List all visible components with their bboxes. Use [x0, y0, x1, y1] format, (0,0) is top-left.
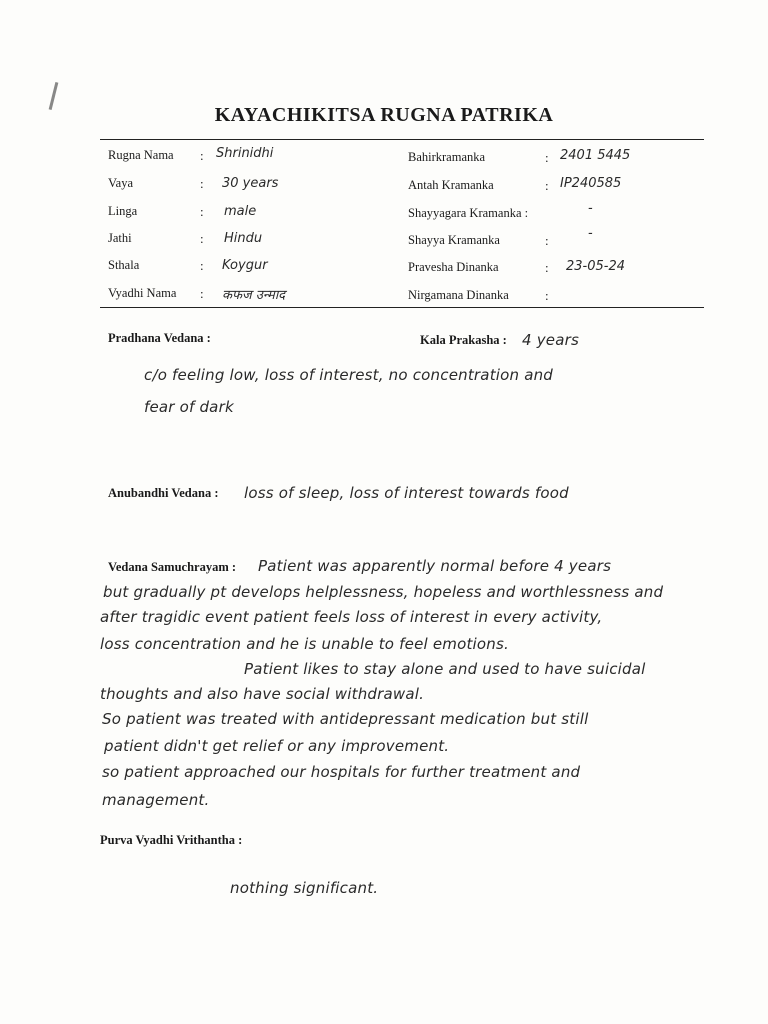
vedana-samuchrayam-line: but gradually pt develops helplessness, hopeless and worthlessness and — [103, 583, 664, 601]
field-label-antah-kramanka: Antah Kramanka — [408, 178, 494, 192]
colon: : — [200, 176, 204, 191]
field-value-shayya-kramanka: - — [588, 226, 593, 241]
vedana-samuchrayam-label: Vedana Samuchrayam : — [108, 560, 237, 574]
field-value-pravesha-dinanka: 23-05-24 — [566, 259, 626, 274]
colon: : — [200, 204, 204, 219]
colon: : — [545, 288, 549, 303]
field-label-vyadhi-nama: Vyadhi Nama — [108, 286, 177, 300]
field-label-jathi: Jathi — [108, 231, 132, 245]
field-value-bahirkramanka: 2401 5445 — [560, 148, 631, 163]
field-value-sthala: Koygur — [222, 258, 268, 273]
pradhana-vedana-label: Pradhana Vedana : — [108, 331, 211, 345]
field-value-jathi: Hindu — [224, 231, 263, 246]
kala-prakasha-value: 4 years — [522, 331, 579, 349]
field-label-shayyagara-kramanka: Shayyagara Kramanka : — [408, 206, 529, 220]
field-label-sthala: Sthala — [108, 258, 140, 272]
pradhana-vedana-line: fear of dark — [144, 398, 234, 416]
colon: : — [200, 258, 204, 273]
header-top-rule — [100, 139, 704, 140]
vedana-samuchrayam-line: after tragidic event patient feels loss of interest in every activity, — [100, 608, 603, 626]
vedana-samuchrayam-line: Patient likes to stay alone and used to have suicidal — [244, 660, 646, 678]
header-bottom-rule — [100, 307, 704, 308]
field-value-rugna-nama: Shrinidhi — [216, 146, 274, 161]
field-value-linga: male — [224, 204, 257, 219]
kala-prakasha-label: Kala Prakasha : — [420, 333, 507, 347]
vedana-samuchrayam-line: management. — [102, 791, 210, 809]
form-title: KAYACHIKITSA RUGNA PATRIKA — [214, 104, 554, 126]
anubandhi-vedana-value: loss of sleep, loss of interest towards food — [244, 484, 569, 502]
vedana-samuchrayam-line: thoughts and also have social withdrawal. — [100, 685, 425, 703]
field-label-vaya: Vaya — [108, 176, 133, 190]
field-value-shayyagara-kramanka: - — [588, 201, 593, 216]
purva-vyadhi-vrithantha-label: Purva Vyadhi Vrithantha : — [100, 833, 243, 847]
field-label-rugna-nama: Rugna Nama — [108, 148, 174, 162]
vedana-samuchrayam-line: so patient approached our hospitals for further treatment and — [102, 763, 581, 781]
vedana-samuchrayam-line: So patient was treated with antidepressant medication but still — [102, 710, 589, 728]
vedana-samuchrayam-line: loss concentration and he is unable to feel emotions. — [100, 635, 509, 653]
anubandhi-vedana-label: Anubandhi Vedana : — [108, 486, 219, 500]
colon: : — [545, 150, 549, 165]
vedana-samuchrayam-line: patient didn't get relief or any improvement. — [104, 737, 450, 755]
field-value-antah-kramanka: IP240585 — [560, 176, 622, 191]
field-value-vaya: 30 years — [222, 176, 279, 191]
colon: : — [200, 286, 204, 301]
colon: : — [545, 260, 549, 275]
vedana-samuchrayam-line: Patient was apparently normal before 4 years — [258, 557, 612, 575]
field-label-shayya-kramanka: Shayya Kramanka — [408, 233, 500, 247]
purva-vyadhi-vrithantha-value: nothing significant. — [230, 879, 379, 897]
pradhana-vedana-line: c/o feeling low, loss of interest, no concentration and — [144, 366, 554, 384]
colon: : — [545, 233, 549, 248]
colon: : — [545, 178, 549, 193]
field-value-vyadhi-nama: कफज उन्माद — [222, 288, 286, 303]
colon: : — [200, 231, 204, 246]
field-label-bahirkramanka: Bahirkramanka — [408, 150, 486, 164]
field-label-linga: Linga — [108, 204, 138, 218]
colon: : — [200, 148, 204, 163]
field-label-pravesha-dinanka: Pravesha Dinanka — [408, 260, 499, 274]
field-label-nirgamana-dinanka: Nirgamana Dinanka — [408, 288, 509, 302]
